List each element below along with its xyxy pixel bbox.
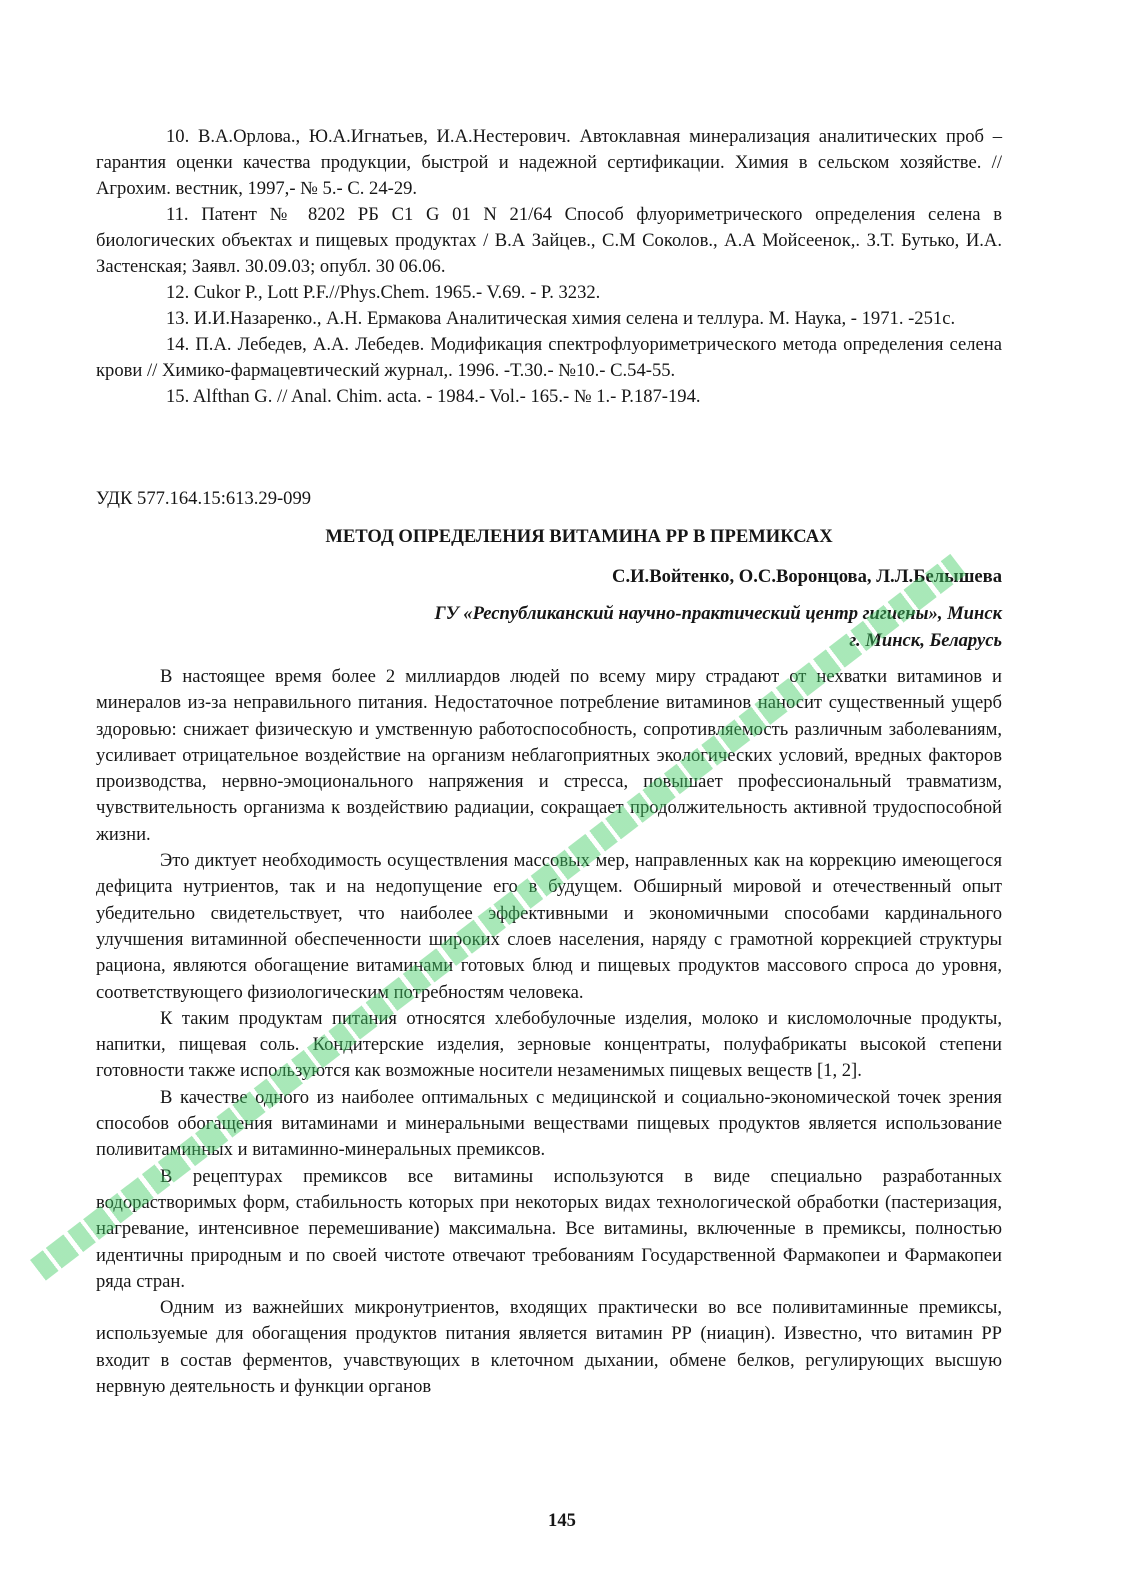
- body-paragraph: Одним из важнейших микронутриентов, входящих практически во все поливитаминные премиксы, используемые для обогащения продуктов питания является витамин РР (ниацин). Известно, что витамин РР входит в состав ферментов, учавствующих в клеточном дыхании, обмене белков, регулирующих высшую нервную деятельность и функции органов: [96, 1297, 1002, 1398]
- body-paragraph: Это диктует необходимость осуществления массовых мер, направленных как на коррекцию имеющегося дефицита нутриентов, так и на недопущение его в будущем. Обширный мировой и отечественный опыт убедительно свидетельствует, что наиболее эффективными и экономичными способами кардинального улучшения витаминной обеспеченности широких слоев населения, наряду с грамотной коррекцией структуры рациона, являются обогащение витаминами готовых блюд и пищевых продуктов массового спроса до уровня, соответствующего физиологическим потребностям человека.: [96, 850, 1002, 1003]
- reference-item: 11. Патент № 8202 РБ С1 G 01 N 21/64 Способ флуориметрического определения селена в биологических объектах и пищевых продуктах / В.А Зайцев., С.М Соколов., А.А Мойсеенок,. З.Т. Бутько, И.А. Застенская; Заявл. 30.09.03; опубл. 30 06.06.: [96, 204, 1002, 277]
- reference-item: 14. П.А. Лебедев, А.А. Лебедев. Модификация спектрофлуориметрического метода определения селена крови // Химико-фармацевтический журнал,. 1996. -Т.30.- №10.- С.54-55.: [96, 334, 1002, 381]
- reference-item: 12. Cukor P., Lott P.F.//Phys.Chem. 1965.- V.69. - P. 3232.: [166, 282, 601, 303]
- reference-item: 10. В.А.Орлова., Ю.А.Игнатьев, И.А.Нестерович. Автоклавная минерализация аналитических проб – гарантия оценки качества продукции, быстрой и надежной сертификации. Химия в сельском хозяйстве. //Агрохим. вестник, 1997,- № 5.- С. 24-29.: [96, 126, 1002, 199]
- article-body: [96, 664, 1002, 1400]
- article-title: МЕТОД ОПРЕДЕЛЕНИЯ ВИТАМИНА РР В ПРЕМИКСАХ: [325, 526, 833, 547]
- body-paragraph: В качестве одного из наиболее оптимальных с медицинской и социально-экономической точек зрения способов обогащения витаминами и минеральными веществами пищевых продуктов является использование поливитаминных и витаминно-минеральных премиксов.: [96, 1086, 1002, 1161]
- reference-list: [96, 124, 1002, 410]
- affiliation: [434, 600, 1002, 654]
- reference-item: 15. Alfthan G. // Anal. Chim. acta. - 1984.- Vol.- 165.- № 1.- P.187-194.: [166, 386, 701, 407]
- reference-item: 13. И.И.Назаренко., А.Н. Ермакова Аналитическая химия селена и теллура. М. Наука, - 1971. -251с.: [166, 308, 956, 329]
- page-number: 145: [548, 1510, 576, 1531]
- udk-code: УДК 577.164.15:613.29-099: [96, 488, 312, 509]
- article-authors: С.И.Войтенко, О.С.Воронцова, Л.Л.Белышева: [612, 566, 1002, 587]
- body-paragraph: В настоящее время более 2 миллиардов людей по всему миру страдают от нехватки витаминов и минералов из-за неправильного питания. Недостаточное потребление витаминов наносит существенный ущерб здоровью: снижает физическую и умственную работоспособность, сопротивляемость различным заболеваниям, усиливает отрицательное воздействие на организм неблагоприятных экологических условий, вредных факторов производства, нервно-эмоционального напряжения и стресса, повышает профессиональный травматизм, чувствительность организма к воздействию радиации, сокращает продолжительность активной трудоспособной жизни.: [96, 666, 1002, 845]
- affiliation-line: ГУ «Республиканский научно-практический центр гигиены», Минск: [434, 603, 1002, 624]
- body-paragraph: К таким продуктам питания относятся хлебобулочные изделия, молоко и кисломолочные продукты, напитки, пищевая соль. Кондитерские изделия, зерновые концентраты, полуфабрикаты высокой степени готовности также используются как возможные носители незаменимых пищевых веществ [1, 2].: [96, 1007, 1002, 1082]
- body-paragraph: В рецептурах премиксов все витамины используются в виде специально разработанных водорастворимых форм, стабильность которых при некоторых видах технологической обработки (пастеризация, нагревание, интенсивное перемешивание) максимальна. Все витамины, включенные в премиксы, полностью идентичны природным и по своей чистоте отвечают требованиям Государственной Фармакопеи и Фармакопеи ряда стран.: [96, 1165, 1002, 1292]
- affiliation-line: г. Минск, Беларусь: [849, 630, 1002, 651]
